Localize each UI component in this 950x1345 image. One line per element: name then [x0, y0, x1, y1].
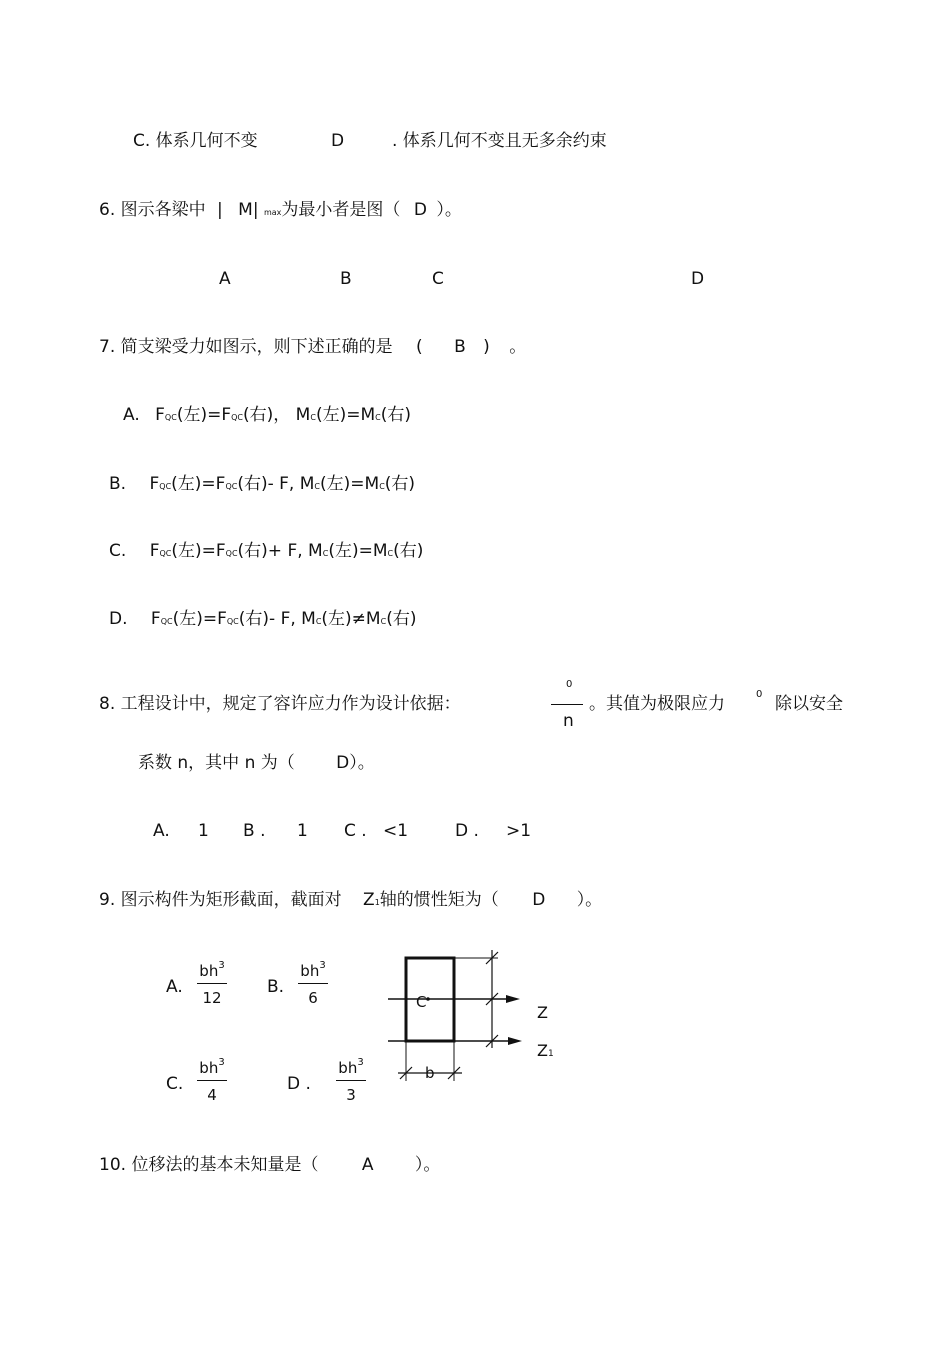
q5-option-d-letter: D: [331, 131, 345, 151]
q9-stem: 9. 图示构件为矩形截面，截面对: [99, 890, 342, 910]
q8-mid: 。其值为极限应力: [589, 694, 725, 714]
subscript: C: [387, 549, 394, 558]
fraction-bar: [197, 983, 227, 984]
subscript: C: [380, 617, 387, 626]
q8-option-d-letter: D .: [455, 821, 479, 841]
option-f: F: [155, 405, 165, 425]
q8-line2-text: 系数 n，其中 n 为（: [138, 753, 295, 773]
q7-close: ): [483, 337, 490, 357]
option-text: (左)=F: [171, 474, 226, 494]
q6-max-subscript: max: [263, 208, 282, 217]
q8-tail: 除以安全: [775, 694, 843, 714]
q9-section-figure: [380, 945, 570, 1095]
option-text: (右): [386, 609, 417, 629]
q7-open: (: [416, 337, 423, 357]
centroid-dot: [426, 997, 430, 1001]
q9-question: [99, 892, 602, 909]
q8-option-c-letter: C .: [344, 821, 367, 841]
q8-option-a-letter: A.: [153, 821, 170, 841]
z-axis-label: Z: [537, 1003, 548, 1022]
option-f: F: [150, 609, 161, 629]
option-text: (左)≠M: [321, 609, 381, 629]
fraction-numerator: $bh^3$: [199, 1057, 225, 1077]
subscript: QC: [226, 617, 239, 626]
option-letter: A.: [123, 405, 140, 425]
q8-sup-zero: 0: [756, 689, 763, 700]
q7-option-d: [109, 611, 416, 628]
q6-figure-label-b: B: [340, 269, 352, 289]
q6-close: ）。: [436, 200, 462, 220]
option-letter: D.: [109, 609, 128, 629]
q10-question: [99, 1157, 440, 1174]
q6-bar-left: |: [217, 200, 223, 220]
q9-option-a-letter: A.: [166, 977, 183, 997]
z-axis-arrow-icon: [506, 995, 520, 1003]
q7-option-c: [109, 543, 423, 560]
q7-answer: B: [454, 337, 466, 357]
q8-option-b-letter: B .: [243, 821, 266, 841]
subscript: QC: [159, 482, 172, 491]
q8-fraction-numerator: 0: [566, 679, 573, 690]
subscript: C: [315, 617, 322, 626]
q9-option-c-letter: C.: [166, 1074, 184, 1094]
q6-suffix: 为最小者是图（: [281, 200, 401, 220]
q8-option-d-value: >1: [506, 821, 532, 841]
q8-option-b-value: 1: [297, 821, 308, 841]
option-text: (右)- F, M: [237, 474, 315, 494]
option-text: (左)=F: [176, 405, 232, 425]
subscript: C: [379, 482, 385, 491]
q10-answer: A: [361, 1155, 374, 1175]
q6-bar-right: |: [252, 200, 259, 220]
width-label: b: [425, 1064, 435, 1082]
q7-question: [99, 339, 526, 356]
option-text: (左)=F: [171, 541, 226, 561]
option-text: (左)=M: [320, 474, 380, 494]
q8-line2-close: ）。: [349, 753, 375, 773]
q6-figure-label-d: D: [691, 269, 705, 289]
q9-axis: Z: [363, 890, 375, 910]
q9-option-b-letter: B.: [267, 977, 285, 997]
q9-option-a-fraction: [197, 962, 227, 1007]
option-text: (左)=F: [172, 609, 227, 629]
q8-line2: [138, 755, 375, 772]
subscript: QC: [160, 617, 173, 626]
fraction-denominator: 3: [346, 1086, 356, 1104]
option-text: (右): [384, 474, 416, 494]
q7-option-b: [109, 476, 415, 493]
q8-option-a-value: 1: [198, 821, 209, 841]
q8-answer: D: [336, 753, 350, 773]
subscript: C: [375, 413, 381, 422]
q8-stem: 8. 工程设计中，规定了容许应力作为设计依据：: [99, 694, 461, 714]
q6-figure-label-c: C: [432, 269, 444, 289]
option-text: (右)， M: [243, 405, 311, 425]
option-text: (左)=M: [315, 405, 376, 425]
q6-question: [99, 202, 462, 219]
fraction-numerator: $bh^3$: [300, 960, 326, 980]
option-text: (右)+ F, M: [237, 541, 323, 561]
q9-option-d-letter: D .: [287, 1074, 311, 1094]
subscript: C: [310, 413, 316, 422]
fraction-numerator: $bh^3$: [338, 1057, 364, 1077]
q6-m: M: [238, 200, 253, 220]
subscript: QC: [164, 413, 177, 422]
q5-option-c: C. 体系几何不变: [133, 131, 258, 151]
subscript: C: [314, 482, 320, 491]
subscript: QC: [225, 482, 238, 491]
option-letter: B.: [109, 474, 127, 494]
q9-option-b-fraction: [298, 962, 328, 1007]
fraction-bar: [298, 983, 328, 984]
option-text: (左)=M: [328, 541, 388, 561]
fraction-numerator: $bh^3$: [199, 960, 225, 980]
q8-fraction-denominator: n: [563, 711, 574, 731]
z1-axis-label: Z1: [537, 1041, 554, 1060]
q6-prefix: 6. 图示各梁中: [99, 200, 206, 220]
option-letter: C.: [109, 541, 127, 561]
q6-figure-label-a: A: [219, 269, 231, 289]
q10-stem: 10. 位移法的基本未知量是（: [99, 1155, 319, 1175]
fraction-bar: [336, 1080, 366, 1081]
fraction-denominator: 12: [202, 989, 222, 1007]
option-text: (右)- F, M: [238, 609, 316, 629]
subscript: QC: [225, 549, 238, 558]
q9-option-c-fraction: [197, 1059, 227, 1104]
option-f: F: [149, 541, 160, 561]
fraction-denominator: 4: [207, 1086, 217, 1104]
q10-close: ）。: [414, 1155, 441, 1175]
centroid-label: C: [416, 993, 427, 1011]
fraction-denominator: 6: [308, 989, 318, 1007]
q6-answer: D: [413, 200, 427, 220]
q8-fraction-bar: [551, 704, 583, 705]
q8-option-c-value: <1: [383, 821, 409, 841]
subscript: QC: [159, 549, 172, 558]
q7-option-a: [123, 407, 411, 424]
q9-close: ）。: [576, 890, 603, 910]
subscript: C: [322, 549, 329, 558]
option-f: F: [149, 474, 160, 494]
fraction-bar: [197, 1080, 227, 1081]
option-text: (右): [393, 541, 424, 561]
q9-stem2: 轴的惯性矩为（: [379, 890, 499, 910]
q5-option-d-text: . 体系几何不变且无多余约束: [392, 131, 607, 151]
q9-axis-subscript: 1: [374, 898, 380, 907]
option-text: (右): [380, 405, 411, 425]
q7-stem: 7. 简支梁受力如图示，则下述正确的是: [99, 337, 393, 357]
q9-option-d-fraction: [336, 1059, 366, 1104]
subscript: QC: [231, 413, 243, 422]
q9-answer: D: [532, 890, 546, 910]
q7-period: 。: [509, 337, 527, 357]
z1-axis-arrow-icon: [508, 1037, 522, 1045]
